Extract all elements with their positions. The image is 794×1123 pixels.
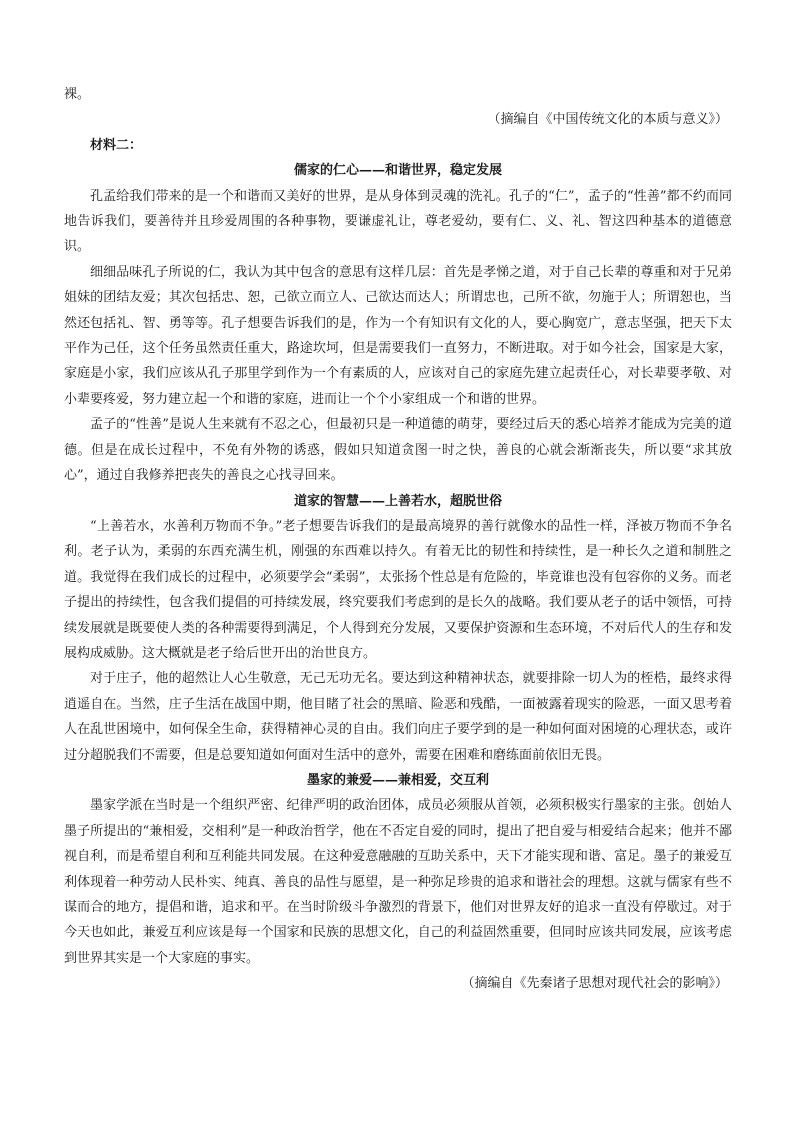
section-heading-confucian: 儒家的仁心——和谐世界，稳定发展	[293, 163, 502, 179]
document-body	[64, 82, 732, 997]
source-citation-2: （摘编自《先秦诸子思想对现代社会的影响》）	[461, 976, 728, 992]
paragraph: 孔孟给我们带来的是一个和谐而又美好的世界，是从身体到灵魂的洗礼。孔子的“仁”，孟子的“性善”都不约而同地告诉我们，要善待并且珍爱周围的各种事物，要谦虚礼让，尊老爱幼，要有仁、义、礼、智这四种基本的道德意识。	[64, 188, 732, 255]
paragraph: 细细品味孔子所说的仁，我认为其中包含的意思有这样几层：首先是孝悌之道，对于自己长辈的尊重和对于兄弟姐妹的团结友爱；其次包括忠、恕，己欲立而立人、己欲达而达人；所谓忠也，己所不欲，勿施于人；所谓恕也，当然还包括礼、智、勇等等。孔子想要告诉我们的是，作为一个有知识有文化的人，要心胸宽广，意志坚强，把天下太平作为己任，这个任务虽然责任重大，路途坎坷，但是需要我们一直努力，不断进取。对于如今社会，国家是大家，家庭是小家，我们应该从孔子那里学到作为一个有素质的人，应该对自己的家庭先建立起责任心，对长辈要孝敬、对小辈要疼爱，努力建立起一个和谐的家庭，进而让一个个小家组成一个和谐的世界。	[64, 264, 732, 407]
paragraph: 对于庄子，他的超然让人心生敬意，无己无功无名。要达到这种精神状态，就要排除一切人为的桎梏，最终求得逍遥自在。当然，庄子生活在战国中期，他目睹了社会的黑暗、险恶和残酷，一面被露着现实的险恶，一面又思考着人在乱世困境中，如何保全生命，获得精神心灵的自由。我们向庄子要学到的是一种如何面对困境的心理状态，或许过分超脱我们不需要，但是总要知道如何面对生活中的意外，需要在困难和磨练面前依旧无畏。	[64, 671, 732, 763]
paragraph: 孟子的“性善”是说人生来就有不忍之心，但最初只是一种道德的萌芽，要经过后天的悉心培养才能成为完美的道德。但是在成长过程中，不免有外物的诱惑，假如只知道贪图一时之快，善良的心就会渐渐丧失，所以要“求其放心”，通过自我修养把丧失的善良之心找寻回来。	[64, 417, 732, 484]
paragraph: “上善若水，水善利万物而不争。”老子想要告诉我们的是最高境界的善行就像水的品性一样，泽被万物而不争名利。老子认为，柔弱的东西充满生机，刚强的东西难以持久。有着无比的韧性和持续性，是一种长久之道和制胜之道。我觉得在我们成长的过程中，必须要学会“柔弱”，太张扬个性总是有危险的，毕竟谁也没有包容你的义务。而老子提出的持续性，包含我们提倡的可持续发展，终究要我们考虑到的是长久的战略。我们要从老子的话中领悟，可持续发展就是既要使人类的各种需要得到满足，个人得到充分发展，又要保护资源和生态环境，不对后代人的生存和发展构成威胁。这大概就是老子给后世开出的治世良方。	[64, 518, 732, 661]
top-fragment: 裸。	[64, 87, 91, 102]
paragraph: 墨家学派在当时是一个组织严密、纪律严明的政治团体，成员必须服从首领，必须积极实行墨家的主张。创始人墨子所提出的“兼相爱，交相利”是一种政治哲学，他在不否定自爱的同时，提出了把自爱与相爱结合起来；他并不鄙视自利，而是希望自利和互利能共同发展。在这种爱意融融的互助关系中，天下才能实现和谐、富足。墨子的兼爱互利体现着一种劳动人民朴实、纯真、善良的品性与愿望，是一种弥足珍贵的追求和谐社会的理想。这就与儒家有些不谋而合的地方，提倡和谐，追求和平。在当时阶级斗争激烈的背景下，他们对世界友好的追求一直没有停歇过。对于今天也如此，兼爱互利应该是每一个国家和民族的思想文化，自己的利益固然重要，但同时应该共同发展，应该考虑到世界其实是一个大家庭的事实。	[64, 798, 732, 966]
section-heading-mohist: 墨家的兼爱——兼相爱，交互利	[306, 772, 489, 788]
material-label: 材料二：	[90, 137, 143, 153]
section-heading-taoist: 道家的智慧——上善若水，超脱世俗	[293, 493, 502, 509]
source-citation-1: （摘编自《中国传统文化的本质与意义》）	[487, 112, 728, 128]
